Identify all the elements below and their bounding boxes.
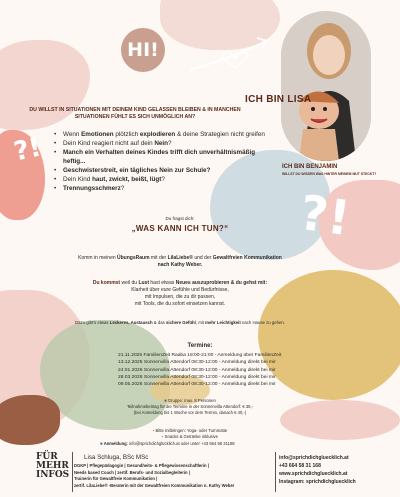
list-item: • Geschwisterstreit, ein tägliches Nein zur Schule? [54,166,269,175]
footer-email[interactable]: info@sprichdichgluecklich.at [279,455,349,461]
info-icon: ■ [100,441,103,446]
extra-text: Dazu gibt's etwas Leckeres, Austausch & das sichere Gefühl, mit mehr Leichtigkeit nach Hause zu gehen. [75,320,285,325]
footer-logo: FÜR MEHR INFOS [36,452,70,480]
hero-title: ICH BIN LISA [245,94,312,105]
registration-info: ■ Anmeldung: info@sprichdichglücklich.at oder unter +43 664 58 31168 [100,441,235,446]
puppet-title: ICH BIN BENJAMIN [282,164,338,170]
termine-title: Termine: [187,343,213,349]
hero-subtitle-line2: SITUATIONEN FÜHLT ES SICH UNMÖGLICH AN? [74,114,196,120]
footer-divider-left [72,452,73,492]
question-mark-right-icon: ?! [296,184,354,248]
list-item: • Dein Kind haut, zwickt, beißt, lügt? [54,175,269,184]
list-item: • Trennungsschmerz? [54,184,269,193]
question-mark-left-icon: ?! [11,132,44,168]
list-item: 13.12.2025 Sonnenvilla Attendorf 08:30-12:00 - Anmeldung direkt bei mir [118,360,276,366]
puppet-subtitle: WILLST DU WISSEN WAS HINTER MEINEM MUT STECKT? [282,172,377,176]
mat-icon: ▪ [152,428,155,433]
footer-credentials: DGKP | Pflegepädagogin | Gesundheits- & Pflegewissenschaftlerin | Needs based Coach | zertif. Berufs- und Sozialbegleiterin | Trainerin für Gewaltfreie Kommunikation | zertif. LilaLiebe® -Beraterin mit der Gewaltfreien Kommunikation n. Kathy Weber [74,463,235,488]
footer-phone[interactable]: +43 664 58 31 168 [279,463,321,469]
footer-name: Lisa Schluga, BSc MSc [84,454,149,461]
footer-instagram[interactable]: Instagram: sprichdichgluecklich [279,479,356,485]
portrait-photo [281,11,371,161]
question-headline: „WAS KANN ICH TUN?“ [131,224,229,233]
hero-subtitle-line1: DU WILLST IN SITUATIONEN MIT DEINEM KIND GELASSEN BLEIBEN & IN MANCHEN [29,107,241,113]
portrait-illustration-icon [281,11,371,161]
question-lead: Du fragst dich: [165,216,195,221]
snack-icon: ▪ [162,434,164,439]
intro-text: Komm in meinen ÜbungsRaum mit der LilaLiebe® und der Gewaltfreien Kommunikation nach Kathy Weber. [78,255,282,268]
termine-list [118,352,281,388]
footer-contact [279,454,394,486]
list-item: 09.05.2026 Sonnenvilla Attendorf 08:30-12:00 - Anmeldung direkt bei mir [118,382,276,388]
list-item: 21.11.2025 FamilienZeit Raaba 18:00-21:00 - Anmeldung über FamilienZeit [118,353,282,358]
pain-points-list [54,130,269,193]
list-item: • Wenn Emotionen plötzlich explodieren & deine Strategien nicht greifen [54,130,269,139]
list-item: • Manch ein Verhalten deines Kindes trifft dich unverhältnismäßig heftig... [54,148,269,166]
group-icon: ■ [164,398,167,403]
hero-subtitle [0,107,270,121]
benefit-text: Du kommst weil du Lust hast etwas Neues auszuprobieren & du gehst mit: Klarheit über eure Gefühle und Bedürfnisse, mit Impulsen, die zu dir passen, mit Tools, die du sofort einsetzen kannst. [92,280,268,307]
pink-blob-bottom-right [280,400,400,440]
list-item: • Dein Kind reagiert nicht auf dein Nein? [54,139,269,148]
arrow-heart-doodle-icon [185,30,280,80]
list-item: 24.01.2026 Sonnenvilla Attendorf 08:30-12:00 - Anmeldung direkt bei mir [118,367,276,373]
list-item: 28.03.2026 Sonnenvilla Attendorf 08:30-12:00 - Anmeldung direkt bei mir [118,374,276,380]
hi-badge: HI! [121,28,165,72]
group-info: ■ Gruppe: max. 8 Personen Teilnahmebeitrag für die Termine in der Sonnenvilla Attendorf: € 35,- (bei Anmeldung bis 1 Woche vor dem Termin, danach € 40,-) [126,398,254,415]
footer-web[interactable]: www.sprichdichgluecklich.at [279,471,348,477]
bring-info: ▪ Bitte mitbringen: Yoga- oder Turnmatte ▪ Snacks & Getränke inklusive [152,428,228,439]
brown-blob-bottom-left [0,395,60,445]
